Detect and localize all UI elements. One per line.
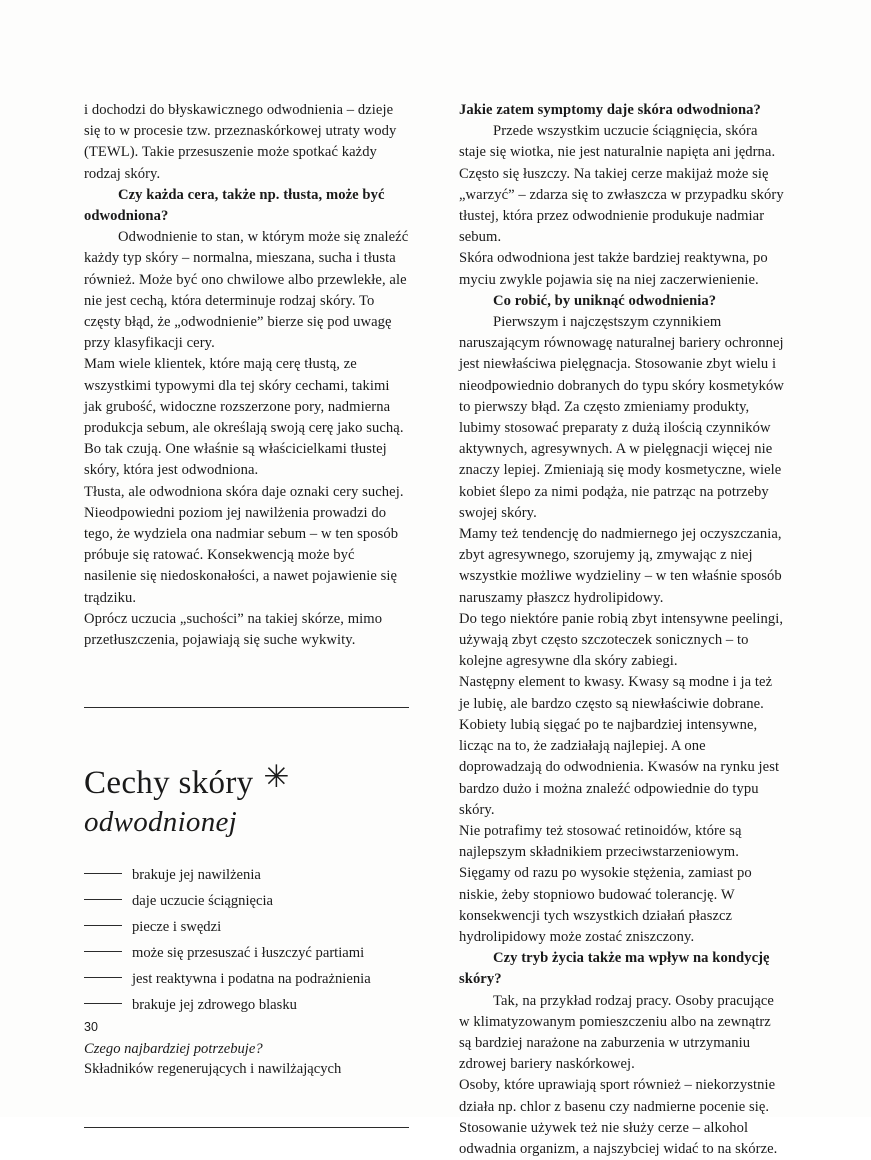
paragraph: Następny element to kwasy. Kwasy są modne i ja też je lubię, ale bardzo często są niewłaściwie dobrane. Kobiety lubią sięgać po te najbardziej intensywne, licząc na to, że zadziałają najlepiej. A one doprowadzają do odwodnienia. Kwasów na rynku jest bardzo dużo i można znaleźć odpowiednie do typu skóry.	[459, 674, 780, 818]
feature-box	[84, 707, 409, 1128]
list-item-label: jest reaktywna i podatna na podrażnienia	[132, 971, 371, 988]
dash-icon	[84, 925, 122, 926]
paragraph: Mam wiele klientek, które mają cerę tłustą, ze wszystkimi typowymi dla tej skóry cechami, takimi jak grubość, widoczne rozszerzone pory, nadmierna produkcja sebum, ale określają swoją cerę jako suchą. Bo tak czują. One właśnie są właścicielkami tłustej skóry, która jest odwodniona.	[84, 356, 404, 479]
list-item-label: piecze i swędzi	[132, 919, 222, 936]
paragraph: Pierwszym i najczęstszym czynnikiem naruszającym równowagę naturalnej bariery ochronnej jest niewłaściwa pielęgnacja. Stosowanie zbyt wielu i nieodpowiednio dobranych do typu skóry kosmetyków to pierwszy błąd. Za często zmieniamy produkty, lubimy stosować preparaty z dużą ilością czynników aktywnych, agresywnych. A w pielęgnacji więcej nie znaczy lepiej. Zmieniają się mody kosmetyczne, wiele kobiet ślepo za nimi podąża, nie patrząc na potrzeby swojej skóry.	[459, 314, 785, 521]
feature-subtitle: odwodnionej	[84, 806, 238, 839]
subheading: Czy każda cera, także np. tłusta, może być odwodniona?	[84, 186, 385, 225]
list-item	[84, 918, 409, 937]
paragraph: Tłusta, ale odwodniona skóra daje oznaki cery suchej. Nieodpowiedni poziom jej nawilżenia prowadzi do tego, że wydziela ona nadmiar sebum – w ten sposób próbuje się ratować. Konsekwencją może być nasilenie się niedoskonałości, a nawet pojawienie się trądziku.	[84, 483, 404, 606]
paragraph: Tak, na przykład rodzaj pracy. Osoby pracujące w klimatyzowanym pomieszczeniu albo na zewnątrz są bardziej narażone na zaburzenia w utrzymaniu zdrowej bariery naskórkowej.	[459, 992, 774, 1073]
subheading: Czy tryb życia także ma wpływ na kondycję skóry?	[459, 950, 770, 988]
two-column-layout	[84, 100, 784, 1160]
feature-title: Cechy skóry	[84, 765, 254, 802]
asterisk-icon: ✳	[263, 759, 290, 796]
dash-icon	[84, 977, 122, 978]
list-item	[84, 996, 409, 1015]
paragraph: Odwodnienie to stan, w którym może się znaleźć każdy typ skóry – normalna, mieszana, sucha i tłusta również. Może być ono chwilowe albo przewlekłe, ale nie jest cechą, która determinuje rodzaj skóry. To częsty błąd, że „odwodnienie” bierze się pod uwagę przy klasyfikacji cery.	[84, 229, 409, 352]
feature-note	[84, 1039, 409, 1079]
list-item	[84, 944, 409, 963]
dash-icon	[84, 899, 122, 900]
paragraph: Do tego niektóre panie robią zbyt intensywne peelingi, używają zbyt często szczoteczek sonicznych – to kolejne agresywne dla skóry zabiegi.	[459, 610, 784, 670]
paragraph: Nie potrafimy też stosować retinoidów, które są najlepszym składnikiem przeciwstarzeniowym. Sięgamy od razu po wysokie stężenia, zamiast po niskie, żeby stopniowo budować tolerancję. W konsekwencji tych wszystkich działań płaszcz hydrolipidowy może zostać zniszczony.	[459, 822, 752, 945]
paragraph: Skóra odwodniona jest także bardziej reaktywna, po myciu zwykle pojawia się na niej zaczerwienienie.	[459, 250, 768, 288]
left-column	[84, 100, 409, 1160]
list-item-label: daje uczucie ściągnięcia	[132, 893, 273, 910]
list-item-label: może się przesuszać i łuszczyć partiami	[132, 945, 365, 962]
list-item	[84, 866, 409, 885]
feature-bullet-list	[84, 866, 409, 1015]
paragraph: Mamy też tendencję do nadmiernego jej oczyszczania, zbyt agresywnego, szorujemy ją, zmywając z niej wszystkie możliwe wydzieliny – w ten właśnie sposób naruszamy płaszcz hydrolipidowy.	[459, 526, 782, 606]
list-item-label: brakuje jej zdrowego blasku	[132, 997, 297, 1014]
list-item	[84, 970, 409, 989]
feature-heading	[84, 759, 409, 840]
dash-icon	[84, 873, 122, 874]
paragraph: Oprócz uczucia „suchości” na takiej skórze, mimo przetłuszczenia, pojawiają się suche wykwity.	[84, 610, 383, 649]
divider-bottom	[84, 1127, 409, 1128]
page-number: 30	[84, 1020, 98, 1034]
dash-icon	[84, 1003, 122, 1004]
dash-icon	[84, 951, 122, 952]
list-item-label: brakuje jej nawilżenia	[132, 867, 261, 884]
list-item	[84, 892, 409, 911]
subheading: Jakie zatem symptomy daje skóra odwodniona?	[459, 102, 761, 118]
paragraph: i dochodzi do błyskawicznego odwodnienia – dzieje się to w procesie tzw. przeznaskórkowej utraty wody (TEWL). Takie przesuszenie może spotkać każdy rodzaj skóry.	[84, 102, 397, 182]
paragraph: Stosowanie używek też nie służy cerze – alkohol odwadnia organizm, a najszybciej widać to na skórze.	[459, 1119, 778, 1157]
paragraph: Przede wszystkim uczucie ściągnięcia, skóra staje się wiotka, nie jest naturalnie napięta ani jędrna. Często się łuszczy. Na takiej cerze makijaż może się „warzyć” – zdarza się to zwłaszcza w przypadku skóry tłustej, która przez odwodnienie produkuje nadmiar sebum.	[459, 123, 784, 246]
feature-note-question: Czego najbardziej potrzebuje?	[84, 1041, 263, 1058]
right-column	[459, 100, 784, 1160]
subheading: Co robić, by uniknąć odwodnienia?	[493, 292, 717, 309]
feature-note-answer: Składników regenerujących i nawilżających	[84, 1061, 342, 1078]
divider-top	[84, 707, 409, 708]
paragraph: Osoby, które uprawiają sport również – niekorzystnie działa np. chlor z basenu czy nadmierne pocenie się.	[459, 1077, 776, 1115]
